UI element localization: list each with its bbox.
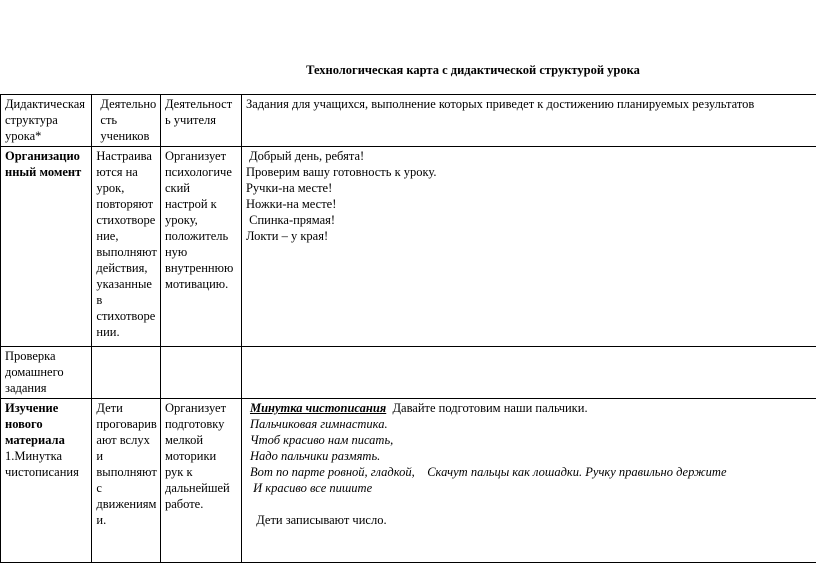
students-activity: Настраива ются на урок, повторяют стихотворе ние, выполняют действия, указанные в стихотворе нии. (92, 147, 161, 347)
task-line: Спинка-прямая! (246, 212, 816, 228)
stage-new-material (1, 399, 92, 563)
task-heading: Минутка чистописания (250, 401, 386, 415)
stage-new-material-sub: 1.Минутка чистописания (5, 448, 88, 480)
table-header-row (1, 95, 816, 147)
task-line: Ручки-на месте! (246, 180, 816, 196)
header-tasks: Задания для учащихся, выполнение которых приведет к достижению планируемых результатов (241, 95, 816, 147)
header-students: Деятельно сть учеников (92, 95, 161, 147)
poem-line: Пальчиковая гимнастика. (250, 416, 816, 432)
poem-line: Надо пальчики размять. (250, 448, 816, 464)
empty-cell (92, 347, 161, 399)
tasks-cell (241, 399, 816, 563)
teacher-activity: Организует подготовку мелкой моторики рук к дальнейшей работе. (160, 399, 241, 563)
teacher-activity: Организует психологиче ский настрой к уроку, положитель ную внутреннюю мотивацию. (160, 147, 241, 347)
task-line: Ножки-на месте! (246, 196, 816, 212)
stage-organizational: Организацио нный момент (1, 147, 92, 347)
table-row (1, 147, 816, 347)
header-teacher: Деятельност ь учителя (160, 95, 241, 147)
empty-cell (160, 347, 241, 399)
closing-line: Дети записывают число. (250, 512, 816, 528)
stage-new-material-bold: Изучение нового материала (5, 400, 88, 448)
lesson-table (0, 94, 816, 563)
empty-cell (241, 347, 816, 399)
poem-line: И красиво все пишите (250, 480, 816, 496)
table-row (1, 399, 816, 563)
task-line: Проверим вашу готовность к уроку. (246, 164, 816, 180)
task-line: Локти – у края! (246, 228, 816, 244)
poem-line: Вот по парте ровной, гладкой, Скачут пальцы как лошадки. Ручку правильно держите (250, 464, 816, 480)
page-title: Технологическая карта с дидактической структурой урока (0, 63, 816, 78)
poem-line: Чтоб красиво нам писать, (250, 432, 816, 448)
stage-homework: Проверка домашнего задания (1, 347, 92, 399)
header-structure: Дидактическая структура урока* (1, 95, 92, 147)
tasks-cell (241, 147, 816, 347)
task-intro: Давайте подготовим наши пальчики. (386, 401, 587, 415)
task-line: Добрый день, ребята! (246, 148, 816, 164)
students-activity: Дети проговарив ают вслух и выполняют с движениям и. (92, 399, 161, 563)
table-row (1, 347, 816, 399)
